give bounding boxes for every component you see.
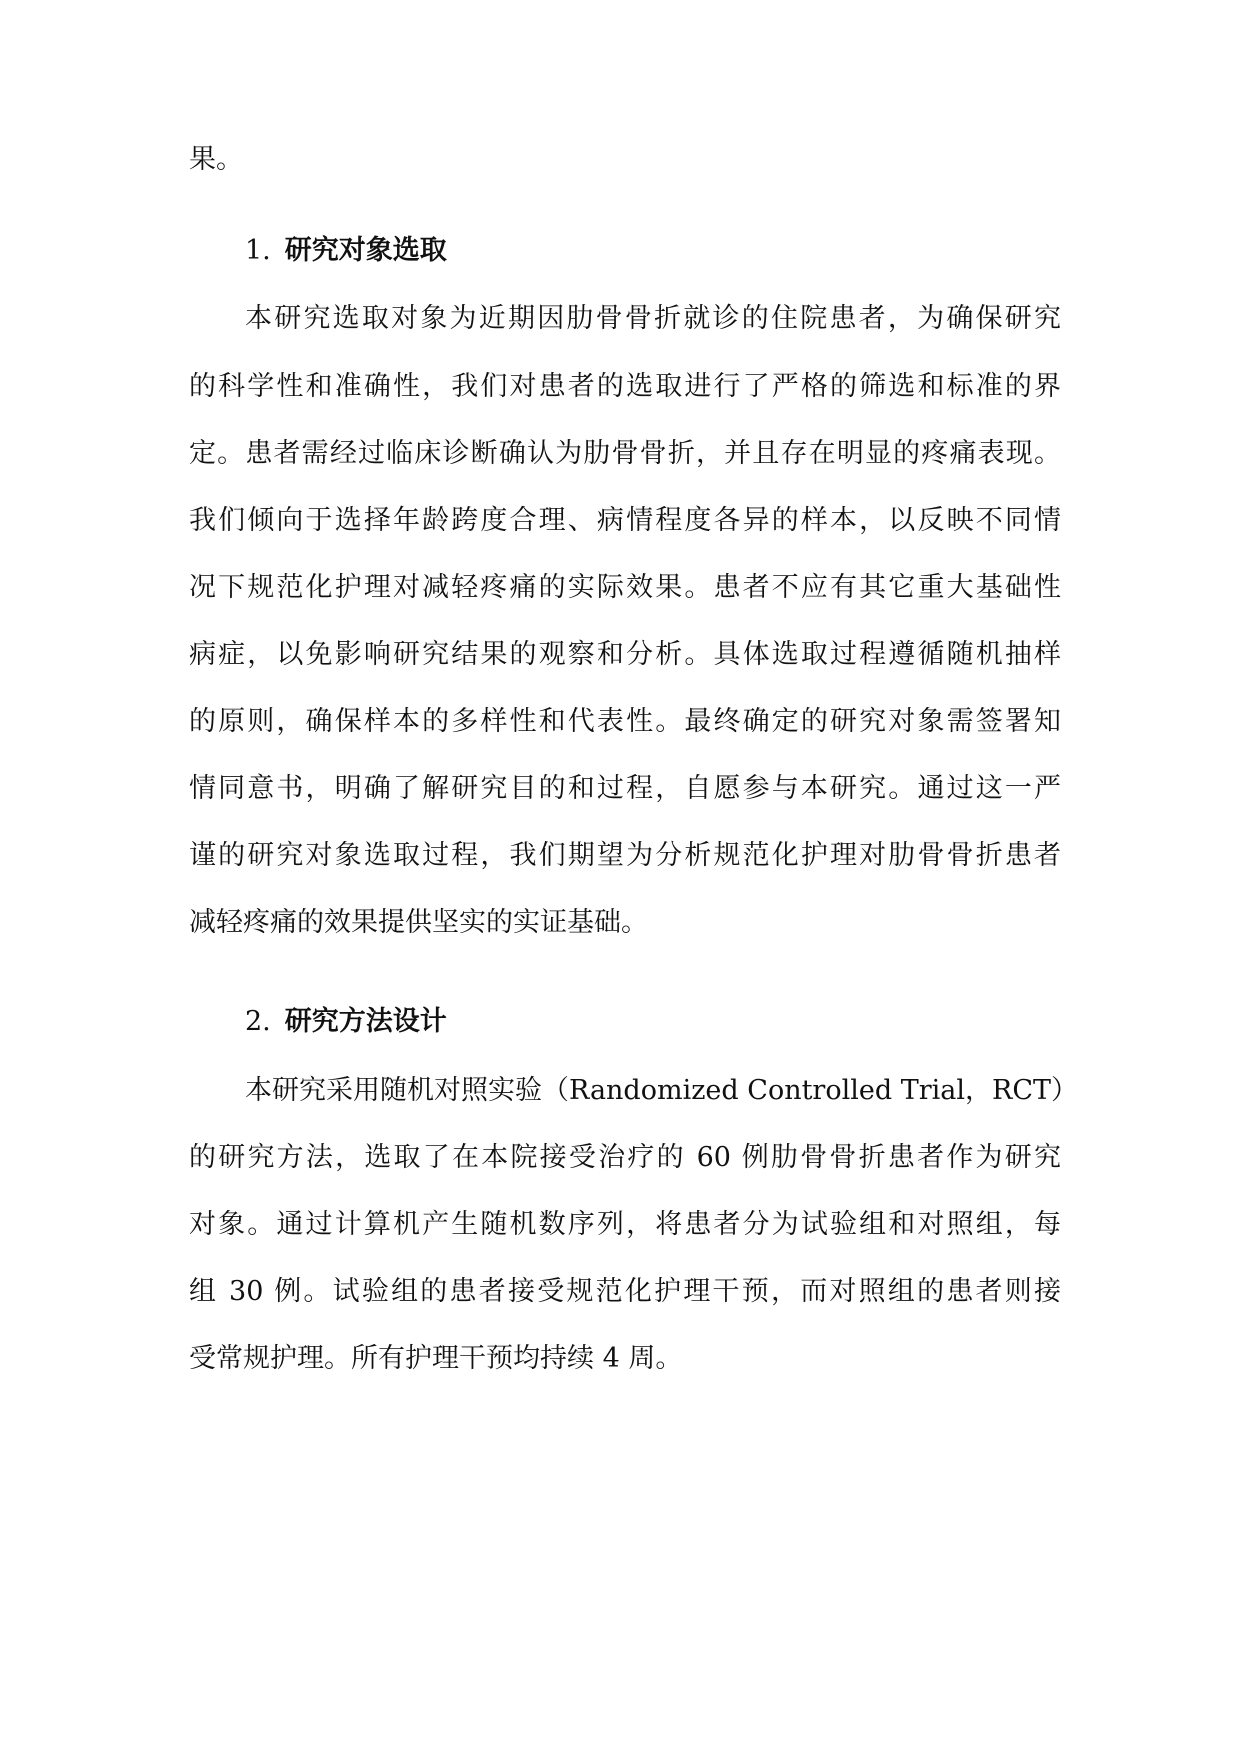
section-2-heading [245,1004,447,1040]
section-2-line-2: 的研究方法，选取了在本院接受治疗的 60 例肋骨骨折患者作为研究 [189,1142,1061,1173]
section-1-line-9: 谨的研究对象选取过程，我们期望为分析规范化护理对肋骨骨折患者 [189,840,1061,871]
section-2-line-1: 本研究采用随机对照实验（Randomized Controlled Trial，RCT） [245,1075,1078,1106]
section-1-line-2: 的科学性和准确性，我们对患者的选取进行了严格的筛选和标准的界 [189,371,1061,402]
section-1-line-6: 病症，以免影响研究结果的观察和分析。具体选取过程遵循随机抽样 [189,639,1061,670]
section-1-heading [245,233,447,269]
section-1-title: 研究对象选取 [284,235,447,266]
intro-tail-text: 果。 [189,144,243,175]
section-1-line-3: 定。患者需经过临床诊断确认为肋骨骨折，并且存在明显的疼痛表现。 [189,438,1061,469]
section-1-line-10: 减轻疼痛的效果提供坚实的实证基础。 [189,907,648,938]
section-1-line-7: 的原则，确保样本的多样性和代表性。最终确定的研究对象需签署知 [189,706,1061,737]
section-1-number: 1. [245,235,271,266]
section-2-title: 研究方法设计 [284,1006,447,1037]
section-2-number: 2. [245,1006,271,1037]
section-1-line-5: 况下规范化护理对减轻疼痛的实际效果。患者不应有其它重大基础性 [189,572,1061,603]
section-1-line-1: 本研究选取对象为近期因肋骨骨折就诊的住院患者，为确保研究 [245,303,1061,334]
section-2-line-4: 组 30 例。试验组的患者接受规范化护理干预，而对照组的患者则接 [189,1276,1061,1307]
section-2-line-3: 对象。通过计算机产生随机数序列，将患者分为试验组和对照组，每 [189,1209,1061,1240]
section-2-line-5: 受常规护理。所有护理干预均持续 4 周。 [189,1343,683,1374]
section-1-line-8: 情同意书，明确了解研究目的和过程，自愿参与本研究。通过这一严 [189,773,1061,804]
section-1-line-4: 我们倾向于选择年龄跨度合理、病情程度各异的样本，以反映不同情 [189,505,1061,536]
